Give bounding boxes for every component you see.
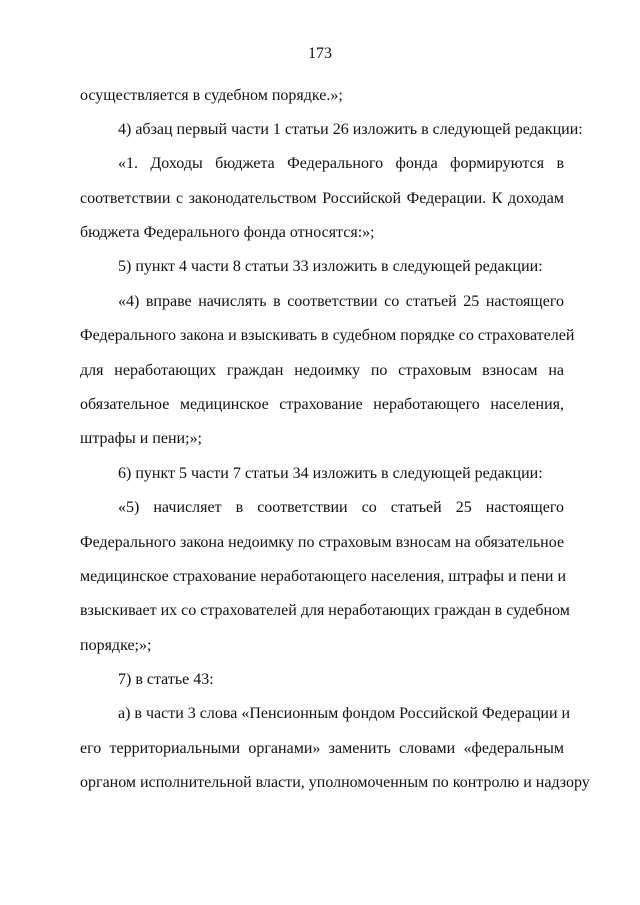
text-line: «4) вправе начислять в соответствии со статьей 25 настоящего: [118, 293, 564, 310]
text-line: порядке;»;: [80, 637, 152, 654]
text-line: осуществляется в судебном порядке.»;: [80, 87, 343, 104]
text-line: для неработающих граждан недоимку по страховым взносам на: [80, 362, 564, 379]
text-line: его территориальными органами» заменить словами «федеральным: [80, 740, 564, 757]
text-line: обязательное медицинское страхование неработающего населения,: [80, 396, 564, 413]
text-line: Федерального закона недоимку по страховым взносам на обязательное: [80, 534, 565, 551]
text-line: 4) абзац первый части 1 статьи 26 изложить в следующей редакции:: [118, 121, 583, 138]
text-line: а) в части 3 слова «Пенсионным фондом Российской Федерации и: [118, 705, 571, 722]
text-line: взыскивает их со страхователей для неработающих граждан в судебном: [80, 602, 570, 619]
text-line: медицинское страхование неработающего населения, штрафы и пени и: [80, 568, 567, 585]
text-line: органом исполнительной власти, уполномоченным по контролю и надзору: [80, 774, 590, 791]
text-line: бюджета Федерального фонда относятся:»;: [80, 224, 375, 241]
text-line: штрафы и пени;»;: [80, 430, 202, 447]
text-line: «1. Доходы бюджета Федерального фонда формируются в: [118, 155, 564, 172]
text-line: 7) в статье 43:: [118, 671, 214, 688]
text-line: «5) начисляет в соответствии со статьей 25 настоящего: [118, 499, 564, 516]
text-line: Федерального закона и взыскивать в судебном порядке со страхователей: [80, 327, 575, 344]
page-number: 173: [308, 45, 332, 62]
text-line: 6) пункт 5 части 7 статьи 34 изложить в следующей редакции:: [118, 465, 543, 482]
text-line: соответствии с законодательством Российской Федерации. К доходам: [80, 190, 564, 207]
text-line: 5) пункт 4 части 8 статьи 33 изложить в следующей редакции:: [118, 258, 543, 275]
